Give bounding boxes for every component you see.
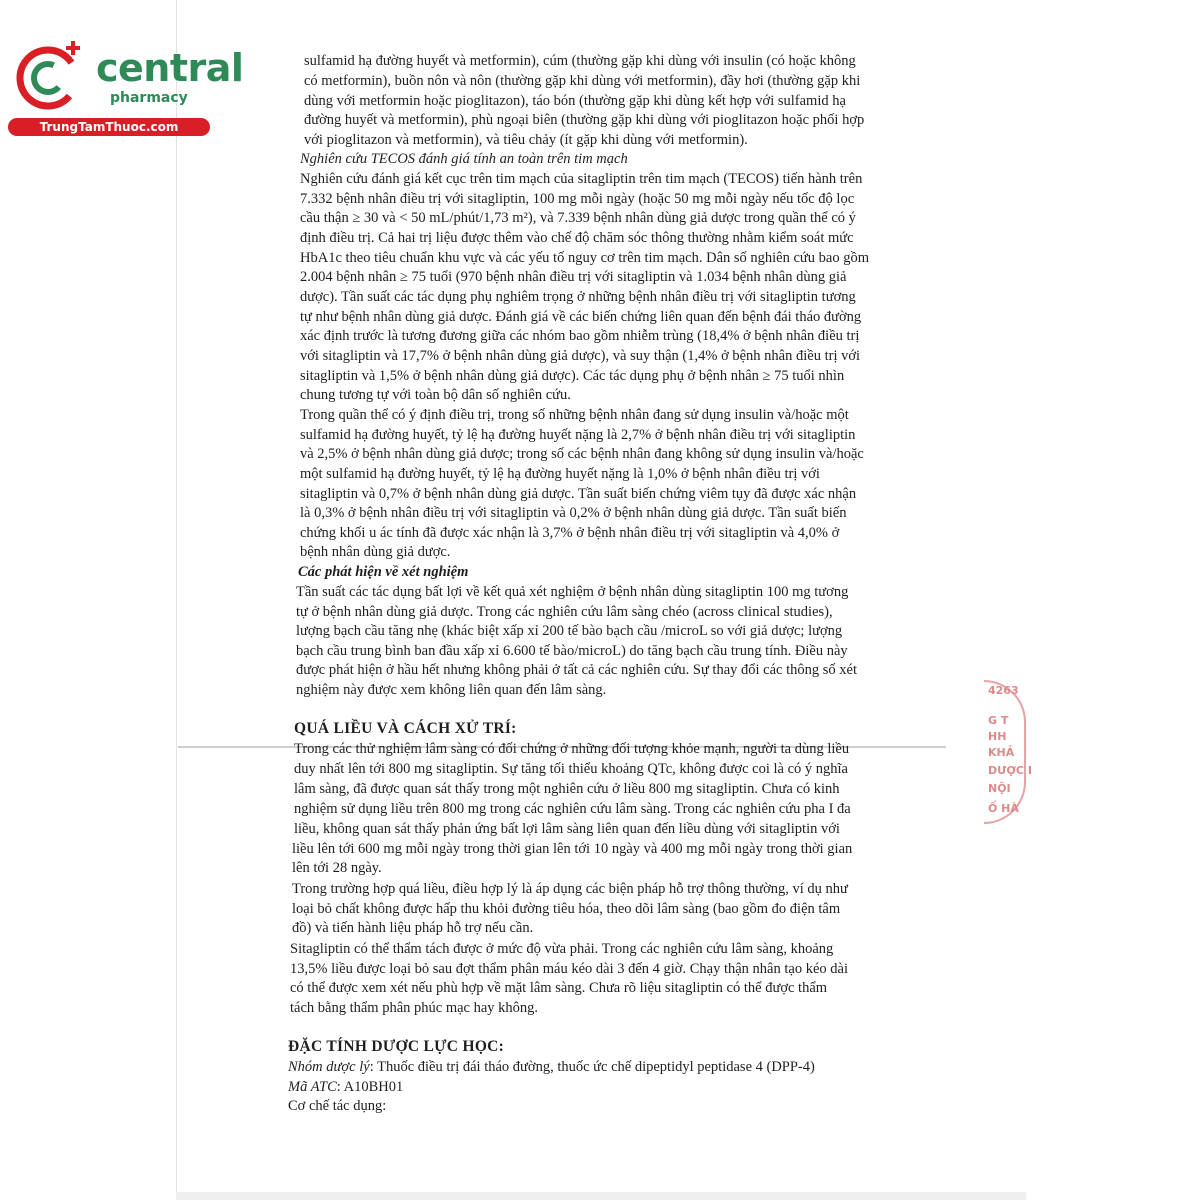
stamp-text: G T	[988, 714, 1009, 727]
drug-group-label: Nhóm dược lý	[288, 1059, 370, 1075]
text-line: 2.004 bệnh nhân ≥ 75 tuổi (970 bệnh nhân điều trị với sitagliptin và 1.034 bệnh nhân dùng giả	[300, 269, 847, 285]
text-line: chung tương tự với toàn bộ dân số nghiên cứu.	[300, 387, 571, 403]
text-line: chứng khối u ác tính đã được xác nhận là 3,7% ở bệnh nhân điều trị với sitagliptin và 4,0% ở	[300, 525, 840, 541]
page-edge	[176, 0, 177, 1200]
drug-group-value: : Thuốc điều trị đái tháo đường, thuốc ức chế dipeptidyl peptidase 4 (DPP-4)	[369, 1059, 815, 1075]
text-line: Trong quần thể có ý định điều trị, trong số những bệnh nhân đang sử dụng insulin và/hoặc một	[300, 407, 849, 423]
text-line: dùng với metformin hoặc pioglitazon), táo bón (thường gặp khi dùng kết hợp với sulfamid hạ	[304, 93, 846, 109]
text-line: cầu thận ≥ 30 và < 50 mL/phút/1,73 m²), và 7.339 bệnh nhân dùng giả dược trong quần thể có ý	[300, 210, 856, 226]
text-line: nghiệm này được xem không liên quan đến lâm sàng.	[296, 682, 607, 698]
text-line: sulfamid hạ đường huyết và metformin), cúm (thường gặp khi dùng với insulin (có hoặc không	[304, 53, 856, 69]
stamp-text: 4263	[988, 684, 1019, 697]
text-line: với pioglitazon và metformin), và tiêu chảy (ít gặp khi dùng với metformin).	[304, 132, 748, 148]
text-line: lượng bạch cầu tăng nhẹ (khác biệt xấp xỉ 200 tế bào bạch cầu /microL so với giả dược; lượng	[296, 623, 843, 639]
stamp-text: KHẢ	[988, 746, 1015, 759]
central-pharmacy-logo[interactable]	[8, 36, 244, 136]
text-line: là 0,3% ở bệnh nhân điều trị với sitagliptin và 0,2% ở bệnh nhân dùng giả dược. Tần suất biến	[300, 505, 847, 521]
text-line: 7.332 bệnh nhân điều trị với sitagliptin, 100 mg mỗi ngày (hoặc 50 mg mỗi ngày nếu tốc độ lọc	[300, 191, 855, 207]
text-line: một sulfamid hạ đường huyết, tỷ lệ hạ đường huyết nặng là 1,0% ở bệnh nhân điều trị với	[300, 466, 820, 482]
text-line: và 2,5% ở bệnh nhân dùng giả dược; trong số các bệnh nhân đang không sử dụng insulin và/hoặc	[300, 446, 864, 462]
text-line: sitagliptin và 0,7% ở bệnh nhân dùng giả dược. Tần suất biến chứng viêm tụy đã được xác nhận	[300, 486, 857, 502]
overdose-heading: QUÁ LIỀU VÀ CÁCH XỬ TRÍ:	[294, 720, 517, 737]
text-line: đồ) và tiến hành liệu pháp hỗ trợ nếu cần.	[292, 920, 534, 936]
text-line: sulfamid hạ đường huyết, tỷ lệ hạ đường huyết nặng là 2,7% ở bệnh nhân điều trị với sitagliptin	[300, 427, 856, 443]
logo-name: central	[96, 46, 244, 90]
partial-stamp	[984, 680, 1032, 824]
logo-website[interactable]: TrungTamThuoc.com	[8, 118, 210, 136]
text-line: đường huyết và metformin), phù ngoại biên (thường gặp khi dùng với pioglitazon hoặc phối hợp	[304, 112, 865, 128]
text-line: Tần suất các tác dụng bất lợi về kết quả xét nghiệm ở bệnh nhân dùng sitagliptin 100 mg tương	[296, 584, 849, 600]
text-line: loại bỏ chất không được hấp thu khỏi đường tiêu hóa, theo dõi lâm sàng (bao gồm đo điện tâm	[292, 901, 841, 917]
text-line: 13,5% liều được loại bỏ sau đợt thẩm phân máu kéo dài 3 đến 4 giờ. Chạy thận nhân tạo kéo dài	[290, 961, 848, 977]
mechanism-label: Cơ chế tác dụng:	[288, 1098, 387, 1114]
text-line: liều lên tới 600 mg mỗi ngày trong thời gian lên tới 10 ngày và 400 mg mỗi ngày trong thời gian	[292, 841, 853, 857]
atc-code-line	[288, 1078, 403, 1098]
stamp-text: NỘI	[988, 782, 1011, 795]
logo-subtitle: pharmacy	[110, 90, 188, 106]
atc-value: : A10BH01	[336, 1079, 404, 1095]
text-line: sitagliptin và 1,5% ở bệnh nhân dùng giả dược). Các tác dụng phụ ở bệnh nhân ≥ 75 tuổi nhìn	[300, 368, 845, 384]
stamp-text: Ố HÀ	[988, 802, 1019, 815]
stamp-text: DƯỢC I	[988, 764, 1032, 777]
pharmacodynamics-heading: ĐẶC TÍNH DƯỢC LỰC HỌC:	[288, 1038, 505, 1055]
text-line: Nghiên cứu đánh giá kết cục trên tim mạch của sitagliptin trên tim mạch (TECOS) tiến hành trên	[300, 171, 863, 187]
text-line: tách bằng thẩm phân phúc mạc hay không.	[290, 1000, 539, 1016]
text-line: lâm sàng, đã được quan sát thấy trong một nghiên cứu ở liều 800 mg sitagliptin. Chưa có kinh	[294, 781, 840, 797]
stamp-text: HH	[988, 730, 1007, 743]
text-line: liều, không quan sát thấy phản ứng bất lợi lâm sàng liên quan đến liều dùng với sitagliptin với	[294, 821, 840, 837]
text-line: Trong trường hợp quá liều, điều hợp lý là áp dụng các biện pháp hỗ trợ thông thường, ví dụ như	[292, 881, 848, 897]
text-line: xác định trước là tương đương giữa các nhóm bao gồm nhiễm trùng (18,4% ở bệnh nhân điều trị	[300, 328, 860, 344]
text-line: bệnh nhân dùng giả dược.	[300, 544, 451, 560]
logo-c-icon	[12, 40, 90, 118]
drug-group-line	[288, 1058, 815, 1078]
text-line: Sitagliptin có thể thẩm tách được ở mức độ vừa phải. Trong các nghiên cứu lâm sàng, khoảng	[290, 941, 834, 957]
atc-label: Mã ATC	[288, 1079, 337, 1095]
text-line: tự ở bệnh nhân dùng giả dược. Trong các nghiên cứu lâm sàng chéo (across clinical studies),	[296, 604, 833, 620]
page-bottom-edge	[176, 1192, 1026, 1200]
tecos-subheading: Nghiên cứu TECOS đánh giá tính an toàn trên tim mạch	[300, 151, 628, 167]
text-line: nghiệm sử dụng liều trên 800 mg trong các nghiên cứu lâm sàng. Trong các nghiên cứu pha I đa	[294, 801, 851, 817]
text-line: có metformin), buồn nôn và nôn (thường gặp khi dùng với metformin), đầy hơi (thường gặp khi	[304, 73, 861, 89]
text-line: duy nhất lên tới 800 mg sitagliptin. Sự tăng tối thiểu khoảng QTc, không được coi là có ý nghĩa	[294, 761, 848, 777]
text-line: bạch cầu trung bình ban đầu xấp xỉ 6.600 tế bào/microL) do tăng bạch cầu trung tính. Điều này	[296, 643, 848, 659]
text-line: định điều trị. Cả hai trị liệu được thêm vào chế độ chăm sóc thông thường nhằm kiểm soát mức	[300, 230, 854, 246]
text-line: lên tới 28 ngày.	[292, 860, 382, 876]
text-line: có thể được xem xét nếu phù hợp về mặt lâm sàng. Chưa rõ liệu sitagliptin có thể được thẩm	[290, 980, 828, 996]
lab-findings-subheading: Các phát hiện về xét nghiệm	[298, 564, 469, 580]
text-line: Trong các thử nghiệm lâm sàng có đối chứng ở những đối tượng khỏe mạnh, người ta dùng liều	[294, 741, 850, 757]
text-line: với sitagliptin và 17,7% ở bệnh nhân dùng giả dược), và suy thận (1,4% ở bệnh nhân điều trị với	[300, 348, 861, 364]
text-line: được phát hiện ở hầu hết nhưng không phải ở tất cả các nghiên cứu. Sự thay đổi các thông số xét	[296, 662, 857, 678]
text-line: HbA1c theo tiêu chuẩn khu vực và các yếu tố nguy cơ trên tim mạch. Dân số nghiên cứu bao gồm	[300, 250, 869, 266]
text-line: tự như bệnh nhân dùng giả dược. Đánh giá về các biến chứng liên quan đến bệnh đái tháo đường	[300, 309, 862, 325]
text-line: dược). Tần suất các tác dụng phụ nghiêm trọng ở những bệnh nhân điều trị với sitagliptin tương	[300, 289, 856, 305]
